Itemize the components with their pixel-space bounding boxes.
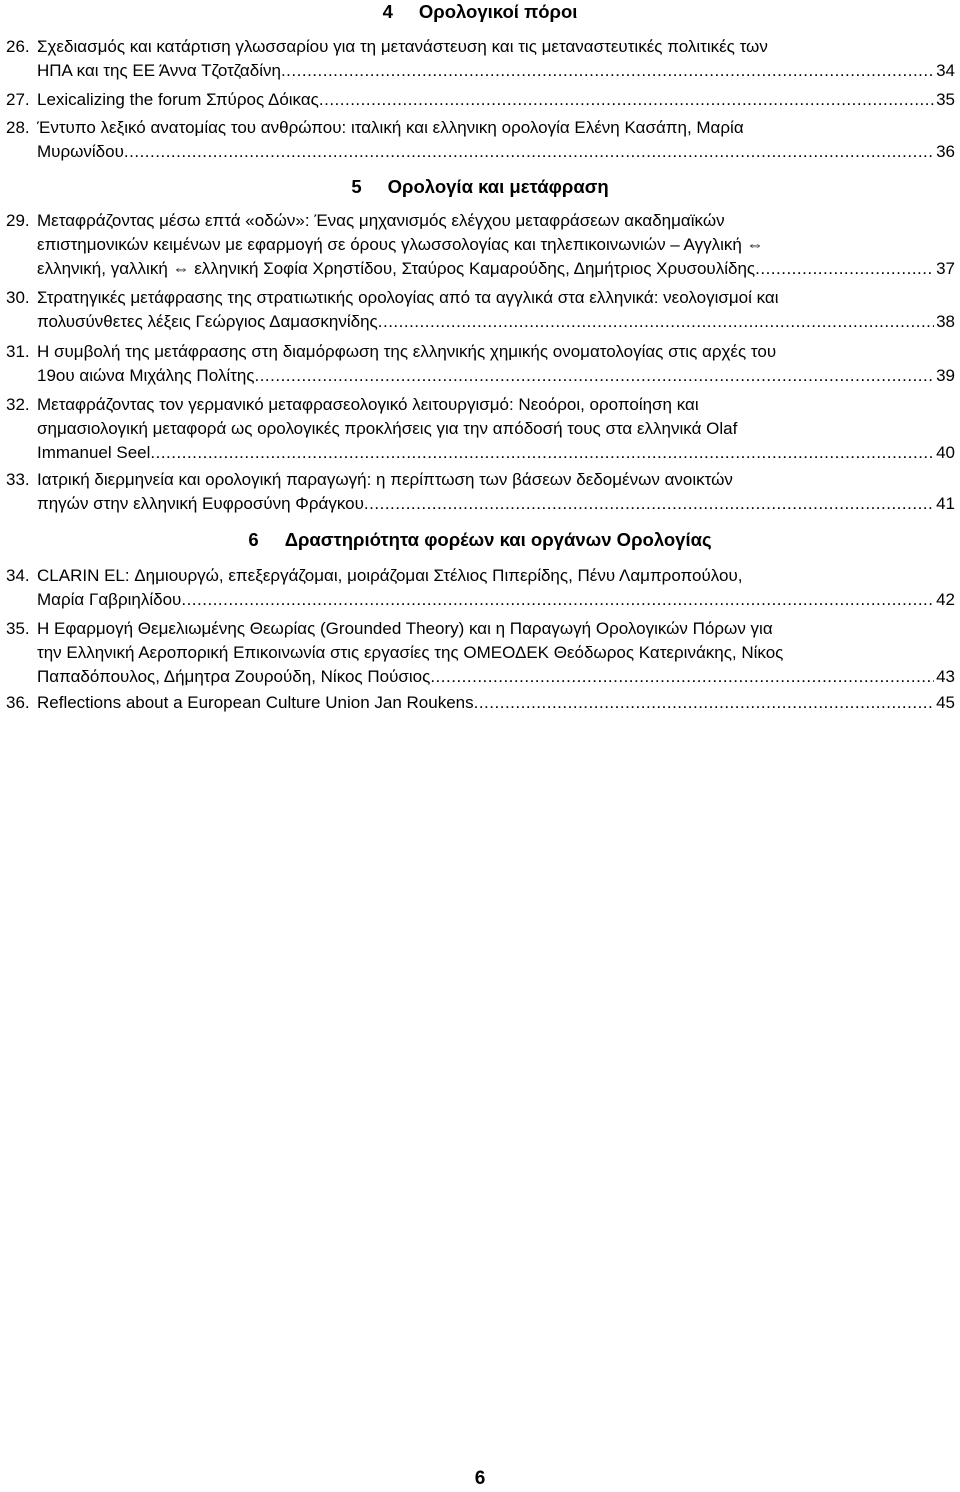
entry-line (37, 35, 955, 59)
entry-line (37, 665, 955, 689)
entry-number: 31. (6, 342, 30, 361)
dot-leader (254, 364, 934, 388)
dot-leader (378, 310, 934, 334)
entry-text: CLARIN EL: Δημιουργώ, επεξεργάζομαι, μοιράζομαι Στέλιος Πιπερίδης, Πένυ Λαμπροπούλου, (37, 566, 743, 585)
entry-text: Immanuel Seel (37, 443, 151, 462)
entry-page: 36 (936, 142, 955, 161)
entry-number: 29. (6, 211, 30, 230)
entry-text: Παπαδόπουλος, Δήμητρα Ζουρούδη, Νίκος Πούσιος (37, 667, 431, 686)
entry-line (37, 691, 955, 715)
entry-text: Μεταφράζοντας τον γερμανικό μεταφρασεολογικό λειτουργισμό: Νεοόροι, οροποίηση και (37, 395, 699, 414)
entry-number: 27. (6, 90, 30, 109)
entry-number: 32. (6, 395, 30, 414)
dot-leader (474, 691, 934, 715)
entry-text: Lexicalizing the forum Σπύρος Δόικας (37, 90, 319, 109)
entry-line (37, 140, 955, 164)
entry-line (37, 209, 955, 233)
entry-line (37, 59, 955, 83)
entry-line (37, 588, 955, 612)
entry-page: 45 (936, 693, 955, 712)
entry-text: Η Εφαρμογή Θεμελιωμένης Θεωρίας (Grounded Theory) και η Παραγωγή Ορολογικών Πόρων για (37, 619, 773, 638)
section-number: 4 (382, 1, 393, 22)
dot-leader (755, 257, 934, 281)
dot-leader (150, 441, 934, 465)
dot-leader (319, 88, 934, 112)
entry-text: πηγών στην ελληνική Ευφροσύνη Φράγκου (37, 494, 364, 513)
entry-line (37, 364, 955, 388)
entry-line (37, 393, 955, 417)
section-heading (0, 175, 960, 199)
entry-number: 33. (6, 470, 30, 489)
entry-page: 41 (936, 494, 955, 513)
section-title: Ορολογία και μετάφραση (387, 176, 609, 197)
entry-line (37, 310, 955, 334)
entry-line (37, 233, 955, 257)
entry-page: 39 (936, 366, 955, 385)
entry-line (37, 116, 955, 140)
dot-leader (181, 588, 934, 612)
section-heading (0, 0, 960, 24)
entry-text: επιστημονικών κειμένων με εφαρμογή σε όρους γλωσσολογίας και τηλεπικοινωνιών – Αγγλική ⇔ (37, 235, 764, 254)
entry-text: την Ελληνική Αεροπορική Επικοινωνία στις εργασίες της ΟΜΕΟΔΕΚ Θεόδωρος Κατερινάκης, Νίκος (37, 643, 784, 662)
section-title: Δραστηριότητα φορέων και οργάνων Ορολογίας (284, 529, 712, 550)
entry-line (37, 468, 955, 492)
dot-leader (364, 492, 934, 516)
entry-text: πολυσύνθετες λέξεις Γεώργιος Δαμασκηνίδης (37, 312, 378, 331)
entry-number: 26. (6, 37, 30, 56)
entry-line (37, 564, 955, 588)
entry-text: Reflections about a European Culture Union Jan Roukens (37, 693, 474, 712)
entry-text: ελληνική, γαλλική ⇔ ελληνική Σοφία Χρηστίδου, Σταύρος Καμαρούδης, Δημήτριος Χρυσουλίδης (37, 259, 756, 278)
entry-line (37, 257, 955, 281)
dot-leader (430, 665, 934, 689)
page-number: 6 (474, 1468, 486, 1489)
section-number: 6 (248, 529, 259, 550)
dot-leader (124, 140, 934, 164)
entry-text: Σχεδιασμός και κατάρτιση γλωσσαρίου για τη μετανάστευση και τις μεταναστευτικές πολιτικές των (37, 37, 768, 56)
dot-leader (281, 59, 934, 83)
entry-page: 38 (936, 312, 955, 331)
entry-line (37, 340, 955, 364)
entry-text: ΗΠΑ και της ΕΕ Άννα Τζοτζαδίνη (37, 61, 281, 80)
entry-page: 35 (936, 90, 955, 109)
entry-number: 34. (6, 566, 30, 585)
entry-text: 19ου αιώνα Μιχάλης Πολίτης (37, 366, 255, 385)
entry-page: 43 (936, 667, 955, 686)
entry-line (37, 492, 955, 516)
entry-text: Μαρία Γαβριηλίδου (37, 590, 182, 609)
entry-page: 42 (936, 590, 955, 609)
entry-text: Μεταφράζοντας μέσω επτά «οδών»: Ένας μηχανισμός ελέγχου μεταφράσεων ακαδημαϊκών (37, 211, 725, 230)
entry-line (37, 286, 955, 310)
entry-text: Έντυπο λεξικό ανατομίας του ανθρώπου: ιταλική και ελληνικη ορολογία Ελένη Κασάπη, Μαρία (37, 118, 744, 137)
entry-line (37, 417, 955, 441)
entry-text: Μυρωνίδου (37, 142, 124, 161)
entry-line (37, 641, 955, 665)
entry-page: 40 (936, 443, 955, 462)
entry-page: 34 (936, 61, 955, 80)
section-title: Ορολογικοί πόροι (418, 1, 578, 22)
entry-number: 28. (6, 118, 30, 137)
entry-line (37, 441, 955, 465)
entry-number: 36. (6, 693, 30, 712)
entry-line (37, 88, 955, 112)
entry-text: Στρατηγικές μετάφρασης της στρατιωτικής ορολογίας από τα αγγλικά στα ελληνικά: νεολογισμοί και (37, 288, 779, 307)
entry-text: Η συμβολή της μετάφρασης στη διαμόρφωση της ελληνικής χημικής ονοματολογίας στις αρχές του (37, 342, 777, 361)
entry-text: σημασιολογική μεταφορά ως ορολογικές προκλήσεις για την απόδοσή τους στα ελληνικά Olaf (37, 419, 738, 438)
entry-line (37, 617, 955, 641)
entry-page: 37 (936, 259, 955, 278)
section-heading (0, 528, 960, 552)
entry-number: 30. (6, 288, 30, 307)
section-number: 5 (351, 176, 362, 197)
entry-number: 35. (6, 619, 30, 638)
entry-text: Ιατρική διερμηνεία και ορολογική παραγωγή: η περίπτωση των βάσεων δεδομένων ανοικτών (37, 470, 733, 489)
